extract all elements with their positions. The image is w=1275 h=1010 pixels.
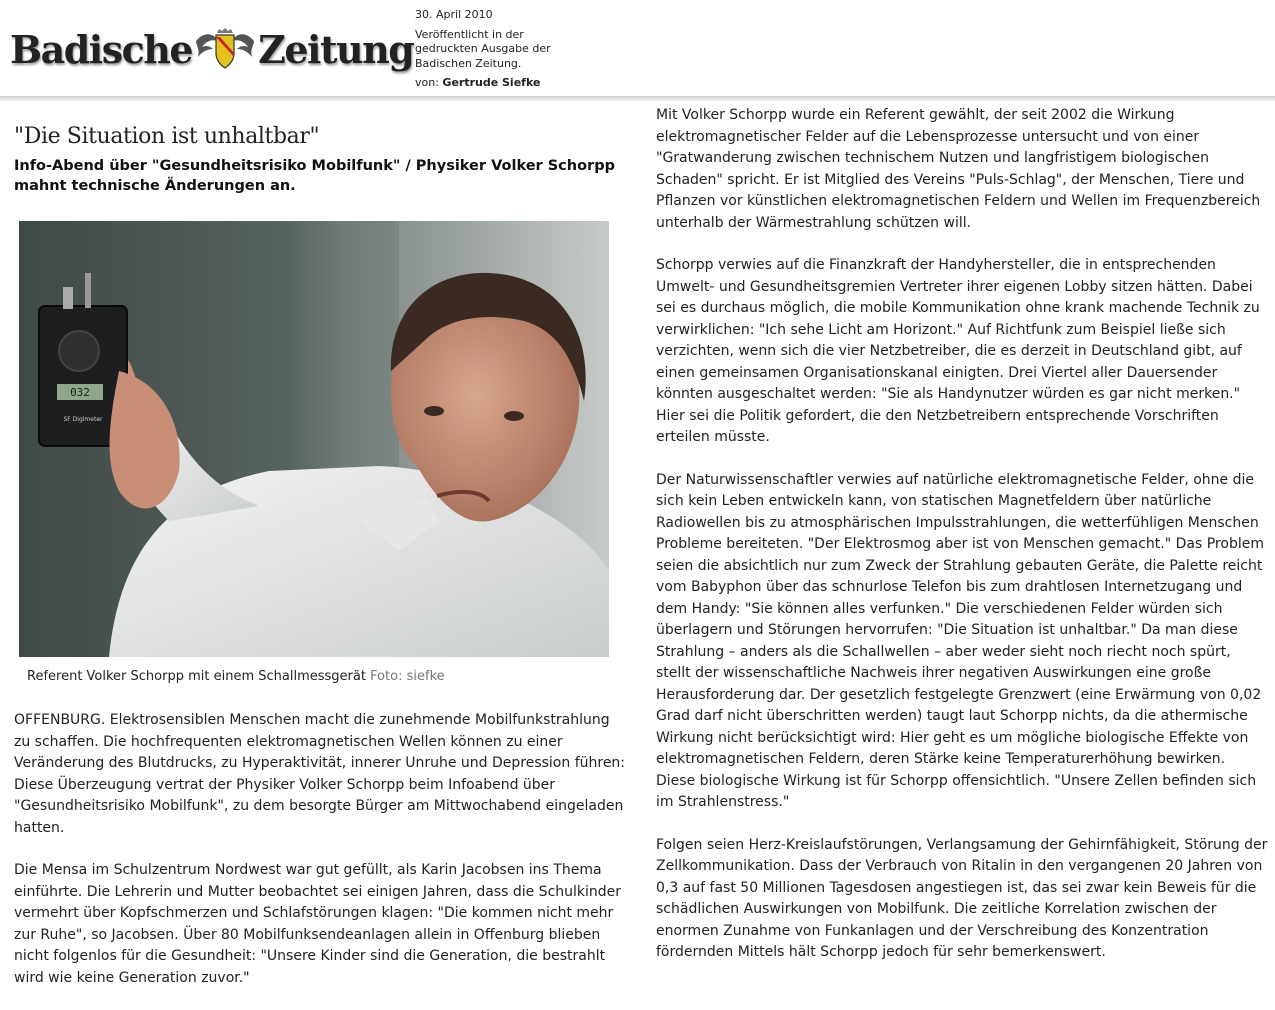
paragraph: Schorpp verwies auf die Finanzkraft der Handyhersteller, die in entsprechenden Umwelt- und Gesundheitsgremien Vertreter ihrer eigenen Lobby sitzen hätten. Dabei sei es durchaus möglich, die mobile Kommunikation ohne krank machende Technik zu verwirklichen: "Ich sehe Licht am Horizont." Auf Richtfunk zum Beispiel ließe sich verzichten, wenn sich die vier Netzbetreiber, die es derzeit in Deutschland gibt, auf einen gemeinsamen Organisationskanal einigten. Drei Viertel aller Dauersender könnten ausgeschaltet werden: "Sie als Handynutzer würden es gar nicht merken." Hier sei die Politik gefordert, die den Netzbetreibern entsprechende Vorschriften erteilen müsste. [656, 257, 1260, 445]
author-prefix: von: [415, 76, 439, 89]
masthead-divider [0, 96, 1275, 101]
paragraph: Folgen seien Herz-Kreislaufstörungen, Verlangsamung der Gehirnfähigkeit, Störung der Zellkommunikation. Dass der Verbrauch von Ritalin in den vergangenen 20 Jahren von 0,3 auf fast 50 Millionen Tagesdosen angestiegen ist, das sei zwar kein Beweis für die schädlichen Auswirkungen von Mobilfunk. Die zeitliche Korrelation zwischen der enormen Zunahme von Funkanlagen und der Verschreibung des Konzentration fördernden Mittels hält Schorpp jedoch für sehr bemerkenswert. [656, 836, 1268, 960]
published-note: Veröffentlicht in der gedruckten Ausgabe der Badischen Zeitung. [415, 27, 551, 70]
article-body-right [656, 105, 1268, 985]
newspaper-logo [10, 24, 413, 74]
logo-word-left: Badische [10, 26, 193, 72]
paragraph: OFFENBURG. Elektrosensiblen Menschen macht die zunehmende Mobilfunkstrahlung zu schaffen. Die hochfrequenten elektromagnetischen Wellen können zu einer Veränderung des Blutdrucks, zu Hyperaktivität, innerer Unruhe und Depression führen: Diese Überzeugung vertrat der Physiker Volker Schorpp beim Infoabend über "Gesundheitsrisiko Mobilfunk", zu dem besorgte Bürger am Mittwochabend eingeladen hatten. [14, 712, 626, 836]
article-body-left [14, 710, 629, 1010]
coat-of-arms-icon [194, 27, 256, 71]
paragraph: Mit Volker Schorpp wurde ein Referent gewählt, der seit 2002 die Wirkung elektromagnetischer Felder auf die Lebensprozesse untersucht und von einer "Gratwanderung zwischen technischem Nutzen und langfristigem biologischen Schaden" spricht. Er ist Mitglied des Vereins "Puls-Schlag", der Menschen, Tiere und Pflanzen vor künstlichen elektromagnetischen Feldern und Wellen im Frequenzbereich unterhalb der Wärmestrahlung schützen will. [656, 107, 1261, 231]
logo-word-right: Zeitung [258, 26, 414, 72]
article-header [14, 124, 624, 196]
photo-caption [27, 669, 445, 684]
masthead [0, 0, 1275, 96]
subheadline: Info-Abend über "Gesundheitsrisiko Mobilfunk" / Physiker Volker Schorpp mahnt technische Änderungen an. [14, 158, 615, 194]
device-label: SF Digimeter [63, 416, 103, 423]
device-display: 032 [70, 386, 90, 399]
paragraph: Der Naturwissenschaftler verwies auf natürliche elektromagnetische Felder, ohne die sich kein Leben entwickeln kann, von statischen Magnetfeldern über natürliche Radiowellen bis zu atmosphärischen Impulsstrahlungen, die wetterfühligen Menschen Probleme bereiteten. "Der Elektrosmog aber ist von Menschen gemacht." Das Problem seien die absichtlich nur zum Zweck der Strahlung gebauten Geräte, die Palette reicht vom Babyphon über das schnurlose Telefon bis zum drahtlosen Internetzugang und dem Handy: "Sie können alles verfunken." Die verschiedenen Felder würden sich überlagern und Störungen hervorrufen: "Die Situation ist unhaltbar." Da man diese Strahlung – anders als die Schallwellen – aber weder sieht noch riecht noch spürt, stellt der wissenschaftliche Nachweis ihrer negativen Auswirkungen eine große Herausforderung dar. Der gesetzlich festgelegte Grenzwert (eine Erwärmung von 0,02 Grad darf nicht überschritten werden) taugt laut Schorpp nichts, da die athermische Wirkung nicht berücksichtigt wird: Hier geht es um mögliche biologische Effekte von elektromagnetischen Feldern, deren Stärke keine Temperaturerhöhung bewirken. Diese biologische Wirkung ist für Schorpp offensichtlich. "Unsere Zellen befinden sich im Strahlenstress." [656, 471, 1264, 810]
article-meta [415, 8, 575, 91]
author-line [415, 76, 575, 91]
publication-date: 30. April 2010 [415, 8, 493, 21]
photo-credit: Foto: siefke [370, 669, 445, 684]
photo-illustration [19, 221, 609, 657]
caption-text: Referent Volker Schorpp mit einem Schallmessgerät [27, 669, 366, 684]
headline: "Die Situation ist unhaltbar" [14, 124, 320, 149]
author-name: Gertrude Siefke [442, 76, 541, 89]
paragraph: Die Mensa im Schulzentrum Nordwest war gut gefüllt, als Karin Jacobsen ins Thema einführte. Die Lehrerin und Mutter beobachtet sei einigen Jahren, dass die Schulkinder vermehrt über Kopfschmerzen und Schlafstörungen klagen: "Die kommen nicht mehr zur Ruhe", so Jacobsen. Über 80 Mobilfunksendeanlagen allein in Offenburg blieben nicht folgenlos für die Gesundheit: "Unsere Kinder sind die Generation, die bestrahlt wird wie keine Generation zuvor." [14, 862, 622, 986]
article-photo [19, 221, 609, 657]
